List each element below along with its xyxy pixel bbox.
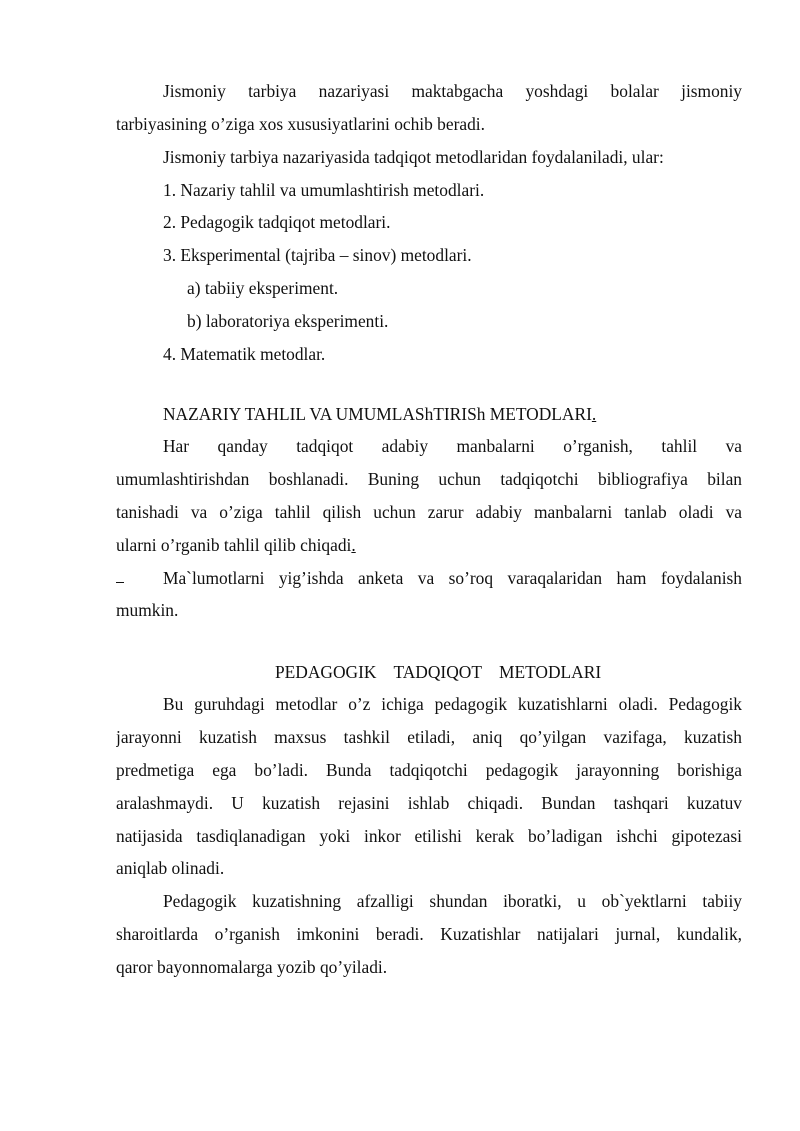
intro-line-3: Jismoniy tarbiya nazariyasida tadqiqot metodlaridan foydalaniladi, ular: xyxy=(163,147,664,167)
theory-p1-line-4-dot: . xyxy=(351,535,356,555)
section-heading-theory-dot: . xyxy=(591,404,597,424)
pedagogical-p2-line-3: qaror bayonnomalarga yozib qo’yiladi. xyxy=(116,957,388,977)
list-item-3: 3. Eksperimental (tajriba – sinov) metodlari. xyxy=(163,245,472,265)
pedagogical-p1-line-4: aralashmaydi. U kuzatish rejasini ishlab chiqadi. Bundan tashqari kuzatuv xyxy=(116,793,742,813)
intro-line-2: tarbiyasining o’ziga xos xususiyatlarini ochib beradi. xyxy=(116,114,485,134)
underline-mark xyxy=(116,582,124,583)
intro-line-1: Jismoniy tarbiya nazariyasi maktabgacha yoshdagi bolalar jismoniy xyxy=(163,81,742,101)
theory-p1-line-1: Har qanday tadqiqot adabiy manbalarni o’rganish, tahlil va xyxy=(163,436,742,456)
theory-p2-line-1: Ma`lumotlarni yig’ishda anketa va so’roq varaqalaridan ham foydalanish xyxy=(163,568,742,588)
theory-p1-line-4-text: ularni o’rganib tahlil qilib chiqadi xyxy=(116,535,352,555)
pedagogical-p2-line-2: sharoitlarda o’rganish imkonini beradi. Kuzatishlar natijalari jurnal, kundalik, xyxy=(116,924,742,944)
pedagogical-p1-line-2: jarayonni kuzatish maxsus tashkil etiladi, aniq qo’yilgan vazifaga, kuzatish xyxy=(116,727,742,747)
section-heading-theory xyxy=(163,402,596,426)
theory-p1-line-2: umumlashtirishdan boshlanadi. Buning uchun tadqiqotchi bibliografiya bilan xyxy=(116,469,742,489)
pedagogical-p1-line-5: natijasida tasdiqlanadigan yoki inkor etilishi kerak bo’ladigan ishchi gipotezasi xyxy=(116,826,742,846)
list-item-3a: a) tabiiy eksperiment. xyxy=(187,278,339,298)
theory-p2-line-2: mumkin. xyxy=(116,600,179,620)
section-heading-pedagogical: PEDAGOGIK TADQIQOT METODLARI xyxy=(275,662,602,682)
list-item-4: 4. Matematik metodlar. xyxy=(163,344,326,364)
list-item-1: 1. Nazariy tahlil va umumlashtirish metodlari. xyxy=(163,180,485,200)
pedagogical-p1-line-6: aniqlab olinadi. xyxy=(116,858,225,878)
list-item-2: 2. Pedagogik tadqiqot metodlari. xyxy=(163,212,391,232)
pedagogical-p2-line-1: Pedagogik kuzatishning afzalligi shundan iboratki, u ob`yektlarni tabiiy xyxy=(163,891,742,911)
theory-p1-line-3: tanishadi va o’ziga tahlil qilish uchun zarur adabiy manbalarni tanlab oladi va xyxy=(116,502,742,522)
theory-p1-line-4 xyxy=(116,533,356,557)
section-heading-theory-text: NAZARIY TAHLIL VA UMUMLAShTIRISh METODLARI xyxy=(163,404,592,424)
pedagogical-p1-line-3: predmetiga ega bo’ladi. Bunda tadqiqotchi pedagogik jarayonning borishiga xyxy=(116,760,742,780)
pedagogical-p1-line-1: Bu guruhdagi metodlar o’z ichiga pedagogik kuzatishlarni oladi. Pedagogik xyxy=(163,694,742,714)
list-item-3b: b) laboratoriya eksperimenti. xyxy=(187,311,389,331)
